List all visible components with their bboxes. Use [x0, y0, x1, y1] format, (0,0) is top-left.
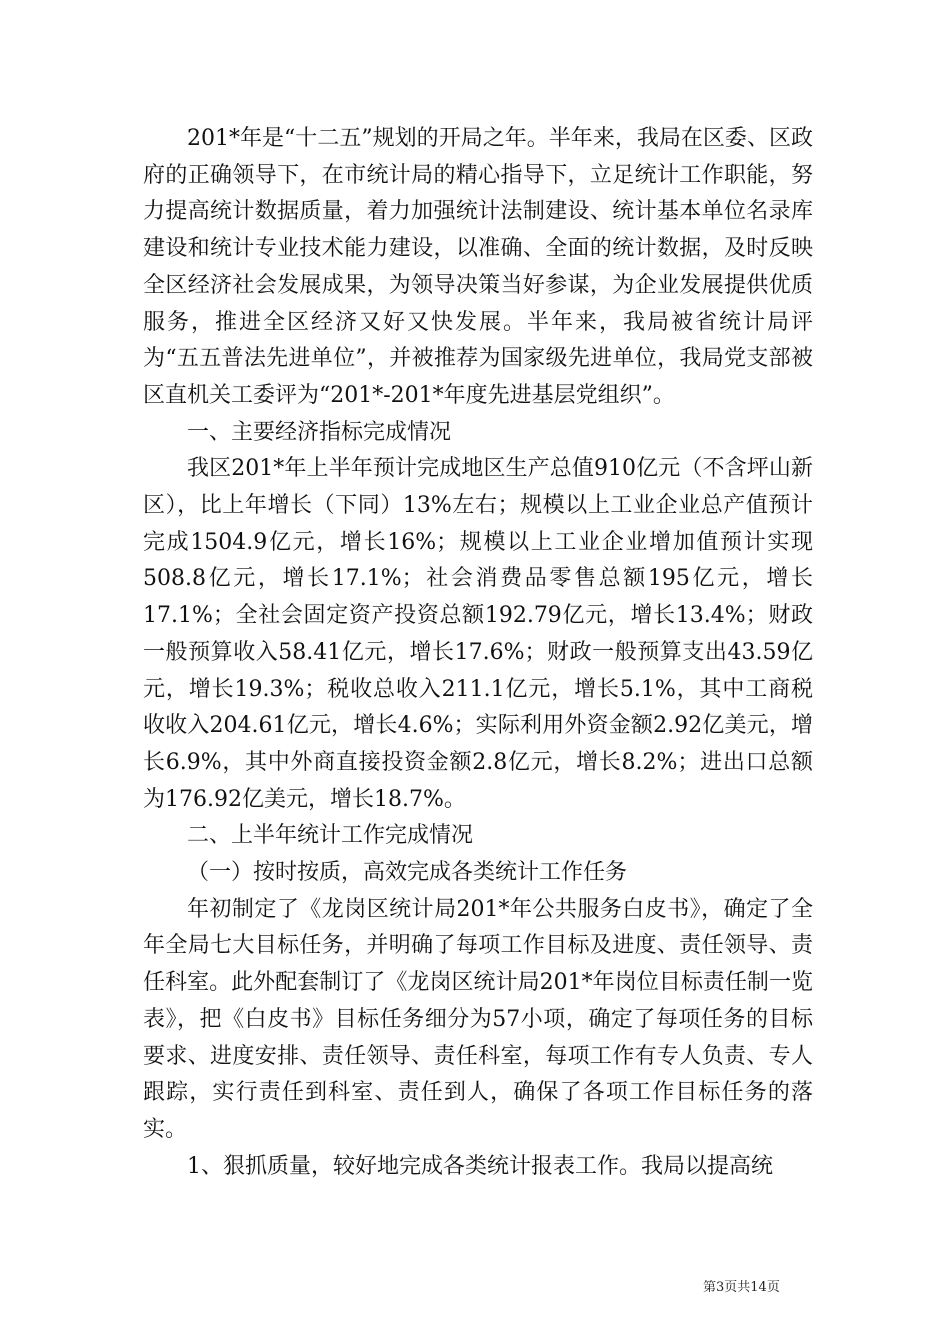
section-heading-1: 一、主要经济指标完成情况 [187, 419, 452, 445]
intro-paragraph: 201*年是“十二五”规划的开局之年。半年来，我局在区委、区政府的正确领导下，在市统计局的精心指导下，立足统计工作职能，努力提高统计数据质量，着力加强统计法制建设、统计基本单位名录库建设和统计专业技术能力建设，以准确、全面的统计数据，及时反映全区经济社会发展成果，为领导决策当好参谋，为企业发展提供优质服务，推进全区经济又好又快发展。半年来，我局被省统计局评为“五五普法先进单位”，并被推荐为国家级先进单位，我局党支部被区直机关工委评为“201*-201*年度先进基层党组织”。 [143, 126, 813, 408]
page-number-footer: 第3页共14页 [703, 1280, 780, 1295]
subsection-heading-1: （一）按时按质，高效完成各类统计工作任务 [187, 860, 628, 886]
body-text [143, 121, 813, 1185]
section-heading-2: 二、上半年统计工作完成情况 [187, 823, 474, 849]
indicators-paragraph: 我区201*年上半年预计完成地区生产总值910亿元（不含坪山新区），比上年增长（下同）13%左右；规模以上工业企业总产值预计完成1504.9亿元，增长16%；规模以上工业企业增加值预计实现508.8亿元，增长17.1%；社会消费品零售总额195亿元，增长17.1%；全社会固定资产投资总额192.79亿元，增长13.4%；财政一般预算收入58.41亿元，增长17.6%；财政一般预算支出43.59亿元，增长19.3%；税收总收入211.1亿元，增长5.1%，其中工商税收收入204.61亿元，增长4.6%；实际利用外资金额2.92亿美元，增长6.9%，其中外商直接投资金额2.8亿元，增长8.2%；进出口总额为176.92亿美元，增长18.7%。 [143, 456, 813, 812]
reports-paragraph: 1、狠抓质量，较好地完成各类统计报表工作。我局以提高统 [187, 1153, 773, 1179]
tasks-paragraph: 年初制定了《龙岗区统计局201*年公共服务白皮书》，确定了全年全局七大目标任务，并明确了每项工作目标及进度、责任领导、责任科室。此外配套制订了《龙岗区统计局201*年岗位目标责任制一览表》，把《白皮书》目标任务细分为57小项，确定了每项任务的目标要求、进度安排、责任领导、责任科室，每项工作有专人负责、专人跟踪，实行责任到科室、责任到人，确保了各项工作目标任务的落实。 [143, 896, 813, 1142]
